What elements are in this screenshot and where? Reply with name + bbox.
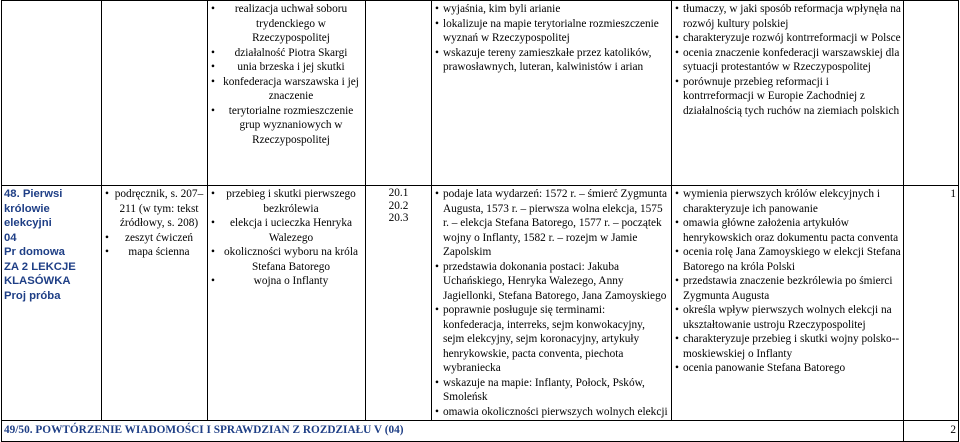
table-row (2, 1, 959, 186)
aids-cell-empty (102, 1, 208, 186)
lesson-plan-table (1, 0, 959, 442)
hours-cell: 1 (904, 186, 959, 421)
list-item: • unia brzeska i jej skutki (210, 60, 363, 75)
table-row (2, 421, 959, 442)
list-item: • omawia okoliczności pierwszych wolnych elekcji (434, 405, 669, 420)
lesson-note: KLASÓWKA (4, 275, 71, 287)
list-item: • elekcja i ucieczka Henryka Walezego (210, 216, 363, 245)
aids-cell (102, 186, 208, 421)
topics-cell (208, 1, 366, 186)
list-item: • wymienia pierwszych królów elekcyjnych i charakteryzuje ich panowanie (674, 187, 901, 216)
lesson-title-cell (2, 186, 102, 421)
hours-cell: 2 (904, 421, 959, 442)
extended-requirements-cell (672, 186, 904, 421)
list-item: • charakteryzuje rozwój kontrreformacji w Polsce (674, 31, 901, 46)
list-item: • konfederacja warszawska i jej znaczenie (210, 75, 363, 104)
extended-requirements-cell (672, 1, 904, 186)
curriculum-number: 20.2 (388, 199, 409, 212)
basic-requirements-cell (432, 186, 672, 421)
extended-requirements-list (674, 187, 901, 376)
list-item: • określa wpływ pierwszych wolnych elekcji na ukształtowanie ustroju Rzeczypospolitej (674, 303, 901, 332)
topics-list (210, 2, 363, 147)
curriculum-number: 20.1 (388, 187, 409, 199)
list-item: • poprawnie posługuje się terminami: konfederacja, interreks, sejm konwokacyjny, sejm elekcyjny, sejm koronacyjny, artykuły henrykowskie, pacta conventa, piechota wybraniecka (434, 303, 669, 376)
basic-requirements-cell (432, 1, 672, 186)
list-item: • działalność Piotra Skargi (210, 46, 363, 61)
list-item: • przedstawia dokonania postaci: Jakuba Uchańskiego, Henryka Walezego, Anny Jagiellonki, Stefana Batorego, Jana Zamoyskiego (434, 260, 669, 304)
review-lesson-title: 49/50. POWTÓRZENIE WIADOMOŚCI I SPRAWDZIAN Z ROZDZIAŁU V (04) (2, 421, 904, 442)
lesson-cell-empty (2, 1, 102, 186)
lesson-title: 48. Pierwsi królowie elekcyjni (4, 188, 63, 229)
lesson-note: 04 (4, 231, 17, 244)
curriculum-numbers-cell (366, 186, 432, 421)
list-item: • realizacja uchwał soboru trydenckiego w Rzeczypospolitej (210, 2, 363, 46)
lesson-note: ZA 2 LEKCJE (4, 260, 76, 273)
list-item: • ocenia znaczenie konfederacji warszawskiej dla sytuacji protestantów w Rzeczypospolitej (674, 46, 901, 75)
list-item: • zeszyt ćwiczeń (104, 231, 205, 246)
list-item: • podaje lata wydarzeń: 1572 r. – śmierć Zygmunta Augusta, 1573 r. – pierwsza wolna elekcja, 1575 r. – elekcja Stefana Batorego, 1577 r. – początek wojny o Inflanty, 1582 r. – rozejm w Jamie Zapolskim (434, 187, 669, 260)
basic-requirements-list (434, 187, 669, 419)
list-item: • przedstawia znaczenie bezkrólewia po śmierci Zygmunta Augusta (674, 274, 901, 303)
list-item: • wskazuje na mapie: Inflanty, Połock, Psków, Smoleńsk (434, 376, 669, 405)
topics-list (210, 187, 363, 289)
list-item: • przebieg i skutki pierwszego bezkrólewia (210, 187, 363, 216)
table-row (2, 186, 959, 421)
list-item: • wskazuje tereny zamieszkałe przez katolików, prawosławnych, luteran, kalwinistów i arian (434, 46, 669, 75)
list-item: • okoliczności wyboru na króla Stefana Batorego (210, 245, 363, 274)
list-item: • ocenia rolę Jana Zamoyskiego w elekcji Stefana Batorego na króla Polski (674, 245, 901, 274)
list-item: • wyjaśnia, kim byli arianie (434, 2, 669, 17)
curriculum-number: 20.3 (388, 212, 409, 224)
list-item: • podręcznik, s. 207–211 (w tym: tekst źródłowy, s. 208) (104, 187, 205, 231)
list-item: • mapa ścienna (104, 245, 205, 260)
basic-requirements-list (434, 2, 669, 75)
topics-cell (208, 186, 366, 421)
list-item: • tłumaczy, w jaki sposób reformacja wpłynęła na rozwój kultury polskiej (674, 2, 901, 31)
list-item: • omawia główne założenia artykułów henrykowskich oraz dokumentu pacta conventa (674, 216, 901, 245)
list-item: • lokalizuje na mapie terytorialne rozmieszczenie wyznań w Rzeczypospolitej (434, 17, 669, 46)
list-item: • wojna o Inflanty (210, 274, 363, 289)
lesson-note: Pr domowa (4, 246, 65, 258)
list-item: • ocenia panowanie Stefana Batorego (674, 361, 901, 376)
list-item: • terytorialne rozmieszczenie grup wyznaniowych w Rzeczypospolitej (210, 104, 363, 148)
hours-cell-empty (904, 1, 959, 186)
list-item: • charakteryzuje przebieg i skutki wojny polsko--moskiewskiej o Inflanty (674, 332, 901, 361)
list-item: • porównuje przebieg reformacji i kontrreformacji w Europie Zachodniej z działalnością tych ruchów na ziemiach polskich (674, 75, 901, 119)
lesson-note: Proj próba (4, 289, 61, 302)
extended-requirements-list (674, 2, 901, 118)
numbers-cell-empty (366, 1, 432, 186)
aids-list (104, 187, 205, 260)
